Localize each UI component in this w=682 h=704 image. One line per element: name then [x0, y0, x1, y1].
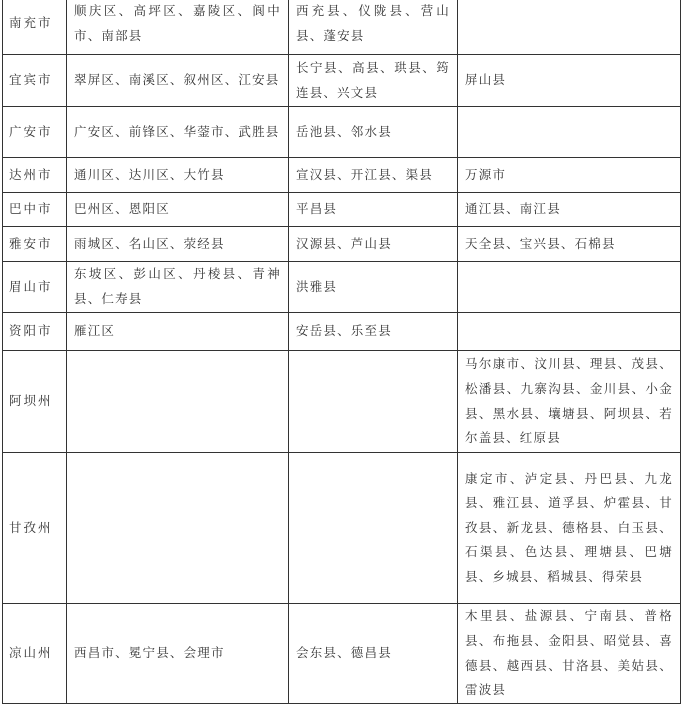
district-list: 雁江区 — [67, 313, 289, 351]
table-row — [3, 313, 681, 351]
county-list: 西充县、仪陇县、营山县、蓬安县 — [289, 0, 458, 55]
table-row — [3, 158, 681, 193]
district-list: 广安区、前锋区、华蓥市、武胜县 — [67, 107, 289, 158]
county-list: 洪雅县 — [289, 262, 458, 313]
county-list — [458, 262, 681, 313]
city-name: 巴中市 — [3, 193, 67, 227]
city-name: 南充市 — [3, 0, 67, 55]
county-list: 会东县、德昌县 — [289, 604, 458, 704]
table-row — [3, 604, 681, 704]
district-list: 东坡区、彭山区、丹棱县、青神县、仁寿县 — [67, 262, 289, 313]
city-name: 宜宾市 — [3, 55, 67, 107]
county-list — [289, 453, 458, 604]
county-list: 万源市 — [458, 158, 681, 193]
district-list: 巴州区、恩阳区 — [67, 193, 289, 227]
county-list: 长宁县、高县、珙县、筠连县、兴文县 — [289, 55, 458, 107]
district-list — [67, 351, 289, 453]
county-list — [458, 107, 681, 158]
district-list: 顺庆区、高坪区、嘉陵区、阆中市、南部县 — [67, 0, 289, 55]
table-row — [3, 107, 681, 158]
city-name: 阿坝州 — [3, 351, 67, 453]
county-list: 天全县、宝兴县、石棉县 — [458, 227, 681, 262]
city-name: 达州市 — [3, 158, 67, 193]
table-row — [3, 0, 681, 55]
table-row — [3, 262, 681, 313]
district-list: 通川区、达川区、大竹县 — [67, 158, 289, 193]
city-name: 资阳市 — [3, 313, 67, 351]
table-row — [3, 55, 681, 107]
county-list: 安岳县、乐至县 — [289, 313, 458, 351]
district-list: 西昌市、冕宁县、会理市 — [67, 604, 289, 704]
city-name: 甘孜州 — [3, 453, 67, 604]
county-classification-table — [2, 0, 681, 704]
district-list: 雨城区、名山区、荥经县 — [67, 227, 289, 262]
district-list — [67, 453, 289, 604]
county-list: 马尔康市、汶川县、理县、茂县、松潘县、九寨沟县、金川县、小金县、黑水县、壤塘县、阿坝县、若尔盖县、红原县 — [458, 351, 681, 453]
city-name: 凉山州 — [3, 604, 67, 704]
district-list: 翠屏区、南溪区、叙州区、江安县 — [67, 55, 289, 107]
county-list — [458, 0, 681, 55]
county-list: 康定市、泸定县、丹巴县、九龙县、雅江县、道孚县、炉霍县、甘孜县、新龙县、德格县、白玉县、石渠县、色达县、理塘县、巴塘县、乡城县、稻城县、得荣县 — [458, 453, 681, 604]
table-row — [3, 453, 681, 604]
county-list — [289, 351, 458, 453]
county-list: 汉源县、芦山县 — [289, 227, 458, 262]
county-list — [458, 313, 681, 351]
city-name: 广安市 — [3, 107, 67, 158]
county-list: 岳池县、邻水县 — [289, 107, 458, 158]
table-row — [3, 227, 681, 262]
table-row — [3, 193, 681, 227]
city-name: 眉山市 — [3, 262, 67, 313]
city-name: 雅安市 — [3, 227, 67, 262]
county-list: 木里县、盐源县、宁南县、普格县、布拖县、金阳县、昭觉县、喜德县、越西县、甘洛县、美姑县、雷波县 — [458, 604, 681, 704]
county-list: 平昌县 — [289, 193, 458, 227]
table-row — [3, 351, 681, 453]
county-list: 屏山县 — [458, 55, 681, 107]
county-list: 宣汉县、开江县、渠县 — [289, 158, 458, 193]
county-list: 通江县、南江县 — [458, 193, 681, 227]
